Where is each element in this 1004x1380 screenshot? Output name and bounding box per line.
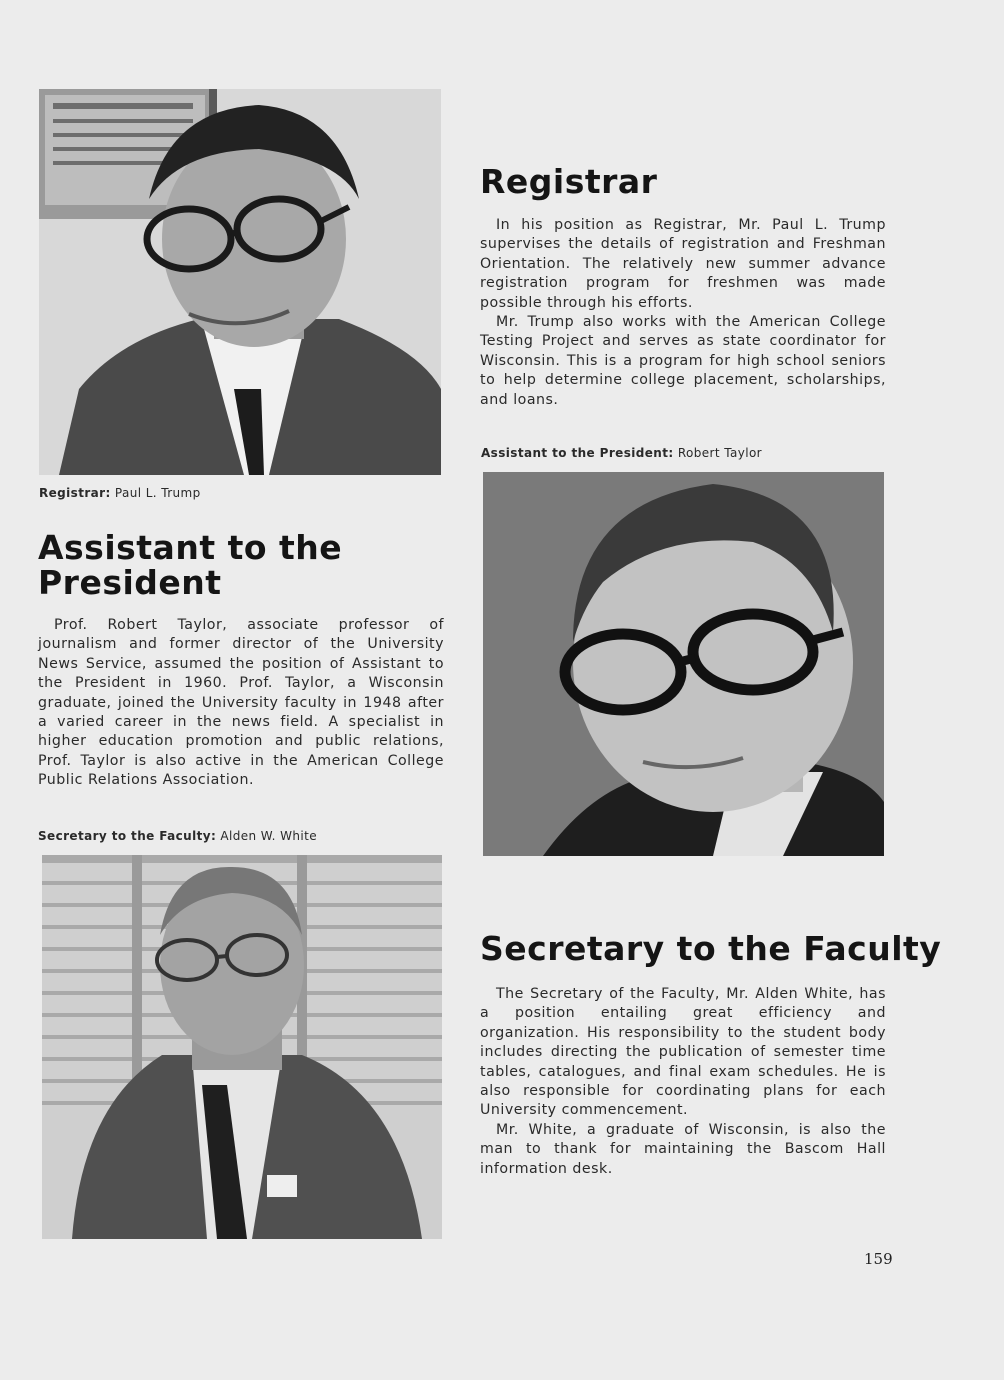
secretary-photo-caption xyxy=(38,829,317,843)
assistant-heading-line1: Assistant to the xyxy=(38,528,343,567)
caption-name: Robert Taylor xyxy=(677,446,763,460)
secretary-heading: Secretary to the Faculty xyxy=(480,929,942,968)
caption-label: Registrar: xyxy=(39,486,111,500)
registrar-paragraph: In his position as Registrar, Mr. Paul L. Trump supervises the details of registration and Freshman Orientation. The relatively new summer advance registration program for freshmen was made possible through his efforts. xyxy=(480,217,886,311)
assistant-paragraph: Prof. Robert Taylor, associate professor of journalism and former director of the University News Service, assumed the position of Assistant to the President in 1960. Prof. Taylor, a Wisconsin graduate, joined the University faculty in 1948 after a varied career in the news field. A specialist in higher education promotion and public relations, Prof. Taylor is also active in the American College Public Relations Association. xyxy=(38,617,444,789)
assistant-heading-line2: President xyxy=(38,562,222,602)
secretary-body xyxy=(480,985,886,1179)
secretary-portrait-photo xyxy=(42,855,442,1239)
caption-name: Paul L. Trump xyxy=(114,486,201,500)
registrar-paragraph: Mr. Trump also works with the American College Testing Project and serves as state coordinator for Wisconsin. This is a program for high school seniors to help determine college placement, scholarships, and loans. xyxy=(480,314,886,408)
secretary-paragraph: The Secretary of the Faculty, Mr. Alden White, has a position entailing great efficiency and organization. His responsibility to the student body includes directing the publication of semester time tables, catalogues, and final exam schedules. He is also responsible for coordinating plans for each University commencement. xyxy=(480,986,886,1119)
page-number: 159 xyxy=(864,1250,893,1268)
caption-name: Alden W. White xyxy=(220,829,317,843)
assistant-portrait-photo xyxy=(483,472,884,856)
registrar-heading: Registrar xyxy=(480,162,658,201)
secretary-paragraph: Mr. White, a graduate of Wisconsin, is also the man to thank for maintaining the Bascom Hall information desk. xyxy=(480,1121,886,1177)
assistant-photo-caption xyxy=(481,446,762,460)
registrar-portrait-photo xyxy=(39,89,441,475)
assistant-heading xyxy=(38,528,343,602)
caption-label: Assistant to the President: xyxy=(481,446,674,460)
assistant-body xyxy=(38,616,444,791)
registrar-photo-caption xyxy=(39,486,201,500)
caption-label: Secretary to the Faculty: xyxy=(38,829,217,843)
registrar-body xyxy=(480,216,886,410)
